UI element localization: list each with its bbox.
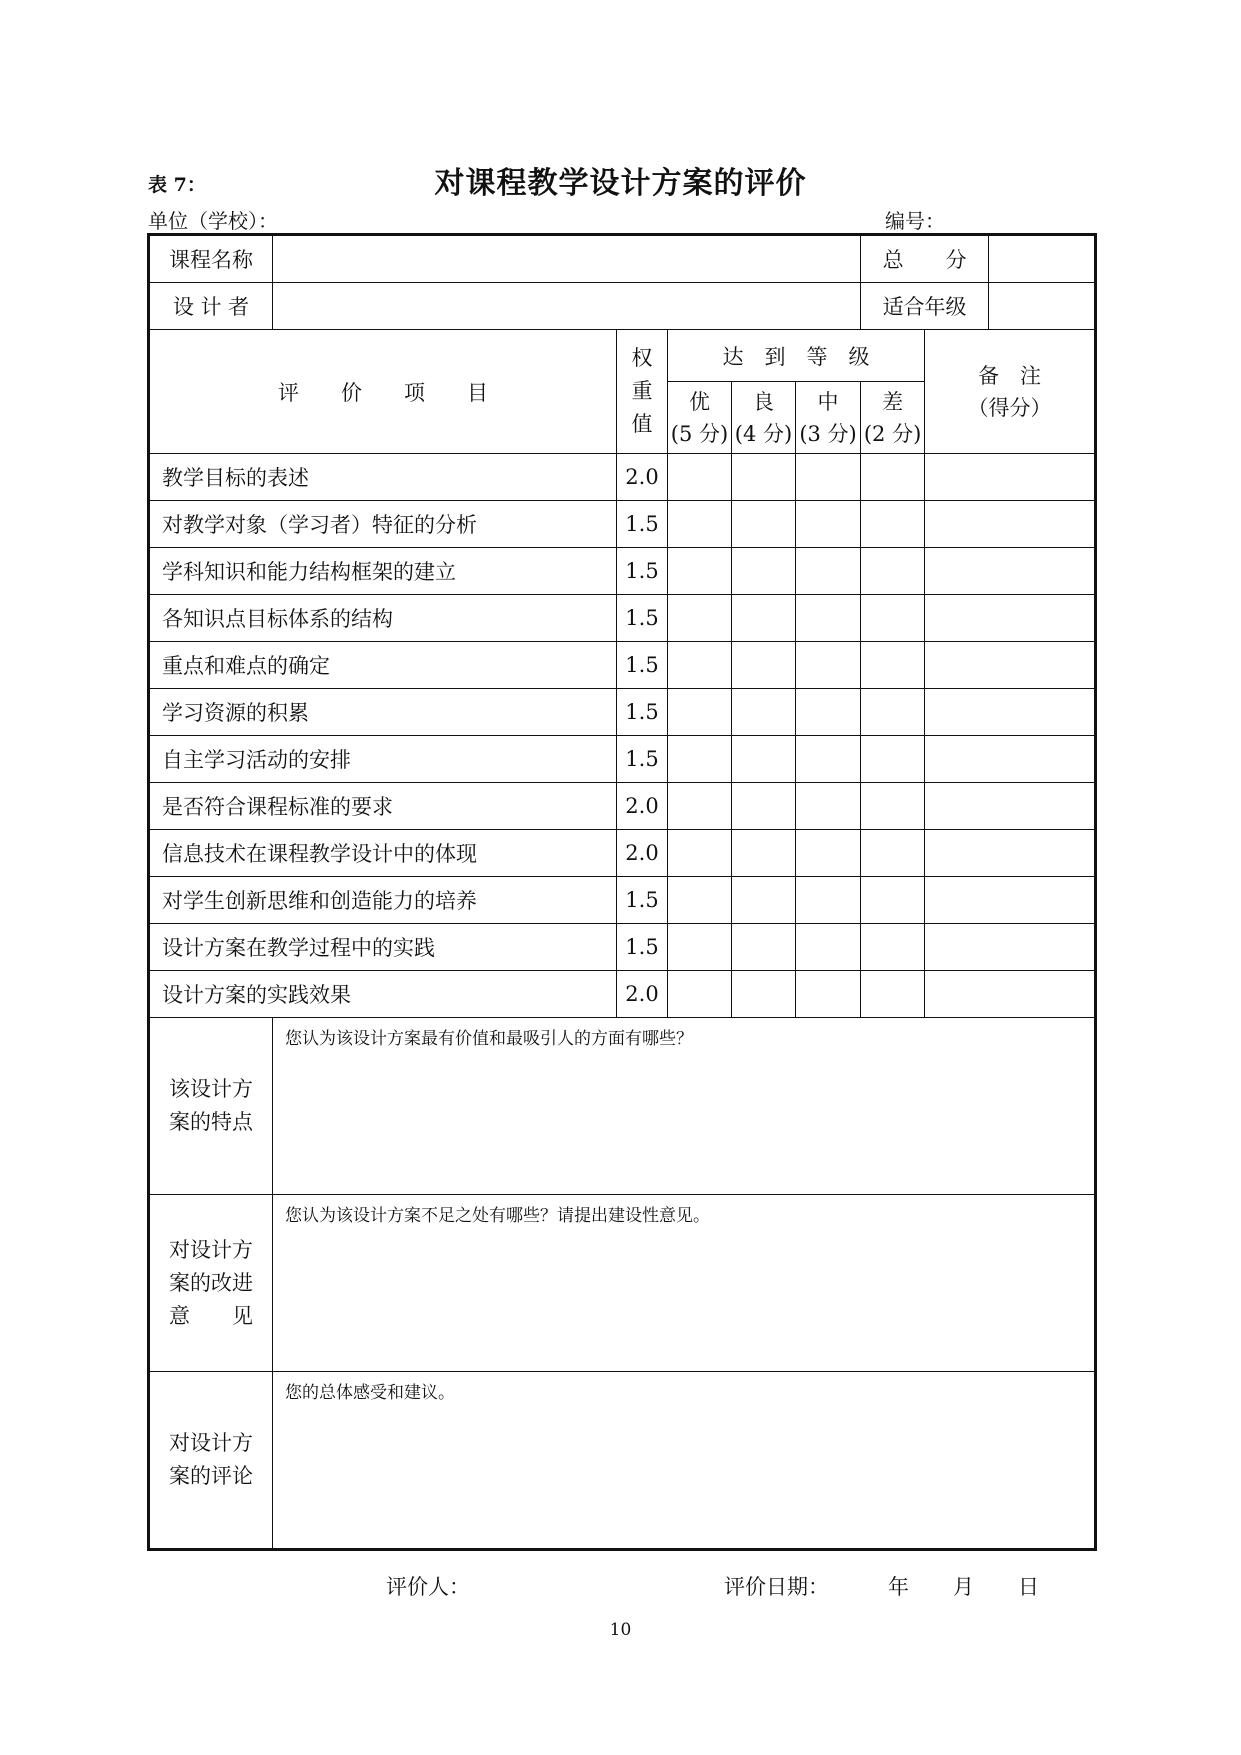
designer-field[interactable] (273, 283, 861, 330)
grade-group-header: 达 到 等 级 (668, 330, 925, 382)
score-cell[interactable] (861, 548, 925, 595)
table-row (149, 736, 1096, 783)
score-cell[interactable] (732, 736, 796, 783)
item-name: 信息技术在课程教学设计中的体现 (149, 830, 617, 877)
table-row (149, 830, 1096, 877)
score-cell[interactable] (861, 971, 925, 1018)
score-cell[interactable] (732, 595, 796, 642)
item-weight: 2.0 (617, 971, 668, 1018)
code-label: 编号： (885, 209, 945, 233)
page-title: 对课程教学设计方案的评价 (434, 166, 807, 201)
score-cell[interactable] (668, 454, 732, 501)
score-cell[interactable] (732, 689, 796, 736)
remark-sub-label: （得分） (967, 395, 1052, 420)
score-cell[interactable] (668, 501, 732, 548)
remark-cell[interactable] (925, 971, 1096, 1018)
score-cell[interactable] (861, 783, 925, 830)
score-cell[interactable] (861, 877, 925, 924)
grade-good-header: 良 (4 分) (732, 382, 796, 454)
score-cell[interactable] (668, 971, 732, 1018)
table-row (149, 971, 1096, 1018)
score-cell[interactable] (796, 736, 861, 783)
score-cell[interactable] (668, 642, 732, 689)
score-cell[interactable] (796, 924, 861, 971)
score-cell[interactable] (668, 830, 732, 877)
improvement-label: 对设计方 案的改进 意 见 (149, 1195, 273, 1372)
score-cell[interactable] (796, 783, 861, 830)
item-column-header: 评 价 项 目 (149, 330, 617, 454)
grade-level-field[interactable] (989, 283, 1096, 330)
month-label: 月 (953, 1575, 974, 1599)
features-input-area[interactable] (273, 1018, 1096, 1195)
improvement-section (149, 1195, 1096, 1372)
score-cell[interactable] (796, 877, 861, 924)
course-name-field[interactable] (273, 235, 861, 283)
score-cell[interactable] (668, 548, 732, 595)
item-weight: 1.5 (617, 689, 668, 736)
table-row (149, 595, 1096, 642)
score-cell[interactable] (861, 736, 925, 783)
score-cell[interactable] (861, 501, 925, 548)
item-name: 学科知识和能力结构框架的建立 (149, 548, 617, 595)
item-name: 是否符合课程标准的要求 (149, 783, 617, 830)
item-weight: 1.5 (617, 642, 668, 689)
score-cell[interactable] (732, 971, 796, 1018)
remark-cell[interactable] (925, 642, 1096, 689)
improvement-input-area[interactable] (273, 1195, 1096, 1372)
item-name: 设计方案的实践效果 (149, 971, 617, 1018)
score-cell[interactable] (668, 877, 732, 924)
remark-cell[interactable] (925, 736, 1096, 783)
evaluator-label: 评价人： (386, 1575, 470, 1599)
score-cell[interactable] (796, 830, 861, 877)
remark-cell[interactable] (925, 595, 1096, 642)
grade-fair-header: 中 (3 分) (796, 382, 861, 454)
features-section (149, 1018, 1096, 1195)
score-cell[interactable] (732, 783, 796, 830)
item-name: 自主学习活动的安排 (149, 736, 617, 783)
remark-cell[interactable] (925, 689, 1096, 736)
item-weight: 2.0 (617, 454, 668, 501)
table-row (149, 454, 1096, 501)
score-cell[interactable] (861, 689, 925, 736)
comment-label: 对设计方 案的评论 (149, 1372, 273, 1550)
item-name: 对学生创新思维和创造能力的培养 (149, 877, 617, 924)
features-label: 该设计方 案的特点 (149, 1018, 273, 1195)
score-cell[interactable] (668, 736, 732, 783)
item-weight: 1.5 (617, 924, 668, 971)
designer-label: 设 计 者 (149, 283, 273, 330)
table-row (149, 642, 1096, 689)
item-name: 各知识点目标体系的结构 (149, 595, 617, 642)
weight-column-header: 权重值 (617, 330, 668, 454)
total-score-field[interactable] (989, 235, 1096, 283)
table-row (149, 689, 1096, 736)
grade-excellent-header: 优 (5 分) (668, 382, 732, 454)
grade-poor-header: 差 (2 分) (861, 382, 925, 454)
score-cell[interactable] (796, 548, 861, 595)
item-weight: 2.0 (617, 783, 668, 830)
comment-input-area[interactable] (273, 1372, 1096, 1550)
page-number: 10 (609, 1620, 632, 1640)
total-score-label: 总 分 (861, 235, 989, 283)
score-cell[interactable] (732, 501, 796, 548)
remark-cell[interactable] (925, 877, 1096, 924)
score-cell[interactable] (732, 548, 796, 595)
score-cell[interactable] (861, 642, 925, 689)
item-name: 重点和难点的确定 (149, 642, 617, 689)
item-weight: 2.0 (617, 830, 668, 877)
item-weight: 1.5 (617, 595, 668, 642)
remark-cell[interactable] (925, 548, 1096, 595)
table-label: 表 7： (148, 174, 206, 196)
score-cell[interactable] (732, 830, 796, 877)
item-name: 教学目标的表述 (149, 454, 617, 501)
score-cell[interactable] (861, 595, 925, 642)
unit-label: 单位（学校）： (148, 209, 278, 233)
table-row (149, 783, 1096, 830)
score-cell[interactable] (732, 924, 796, 971)
remark-cell[interactable] (925, 924, 1096, 971)
score-cell[interactable] (732, 454, 796, 501)
item-name: 对教学对象（学习者）特征的分析 (149, 501, 617, 548)
score-cell[interactable] (796, 971, 861, 1018)
score-cell[interactable] (861, 454, 925, 501)
remark-cell[interactable] (925, 454, 1096, 501)
score-cell[interactable] (861, 924, 925, 971)
score-cell[interactable] (796, 454, 861, 501)
score-cell[interactable] (668, 924, 732, 971)
evaluation-date-label: 评价日期： (724, 1575, 829, 1599)
score-cell[interactable] (861, 830, 925, 877)
score-cell[interactable] (668, 783, 732, 830)
comment-prompt: 您的总体感受和建议。 (285, 1383, 455, 1403)
table-row (149, 877, 1096, 924)
item-weight: 1.5 (617, 548, 668, 595)
table-row (149, 548, 1096, 595)
table-row (149, 924, 1096, 971)
remark-cell[interactable] (925, 501, 1096, 548)
score-cell[interactable] (796, 595, 861, 642)
item-weight: 1.5 (617, 501, 668, 548)
item-weight: 1.5 (617, 877, 668, 924)
grade-level-label: 适合年级 (861, 283, 989, 330)
improvement-prompt: 您认为该设计方案不足之处有哪些？请提出建设性意见。 (285, 1206, 710, 1226)
comment-section (149, 1372, 1096, 1550)
score-cell[interactable] (732, 877, 796, 924)
score-cell[interactable] (796, 689, 861, 736)
evaluation-table (147, 233, 1097, 1551)
features-prompt: 您认为该设计方案最有价值和最吸引人的方面有哪些？ (285, 1029, 693, 1049)
remark-label: 备 注 (978, 363, 1042, 388)
item-name: 学习资源的积累 (149, 689, 617, 736)
course-name-label: 课程名称 (149, 235, 273, 283)
remark-cell[interactable] (925, 783, 1096, 830)
year-label: 年 (888, 1575, 909, 1599)
score-cell[interactable] (668, 595, 732, 642)
score-cell[interactable] (796, 501, 861, 548)
table-row (149, 501, 1096, 548)
item-weight: 1.5 (617, 736, 668, 783)
item-name: 设计方案在教学过程中的实践 (149, 924, 617, 971)
score-cell[interactable] (796, 642, 861, 689)
score-cell[interactable] (732, 642, 796, 689)
day-label: 日 (1018, 1575, 1039, 1599)
remark-cell[interactable] (925, 830, 1096, 877)
score-cell[interactable] (668, 689, 732, 736)
remark-column-header (925, 330, 1096, 454)
